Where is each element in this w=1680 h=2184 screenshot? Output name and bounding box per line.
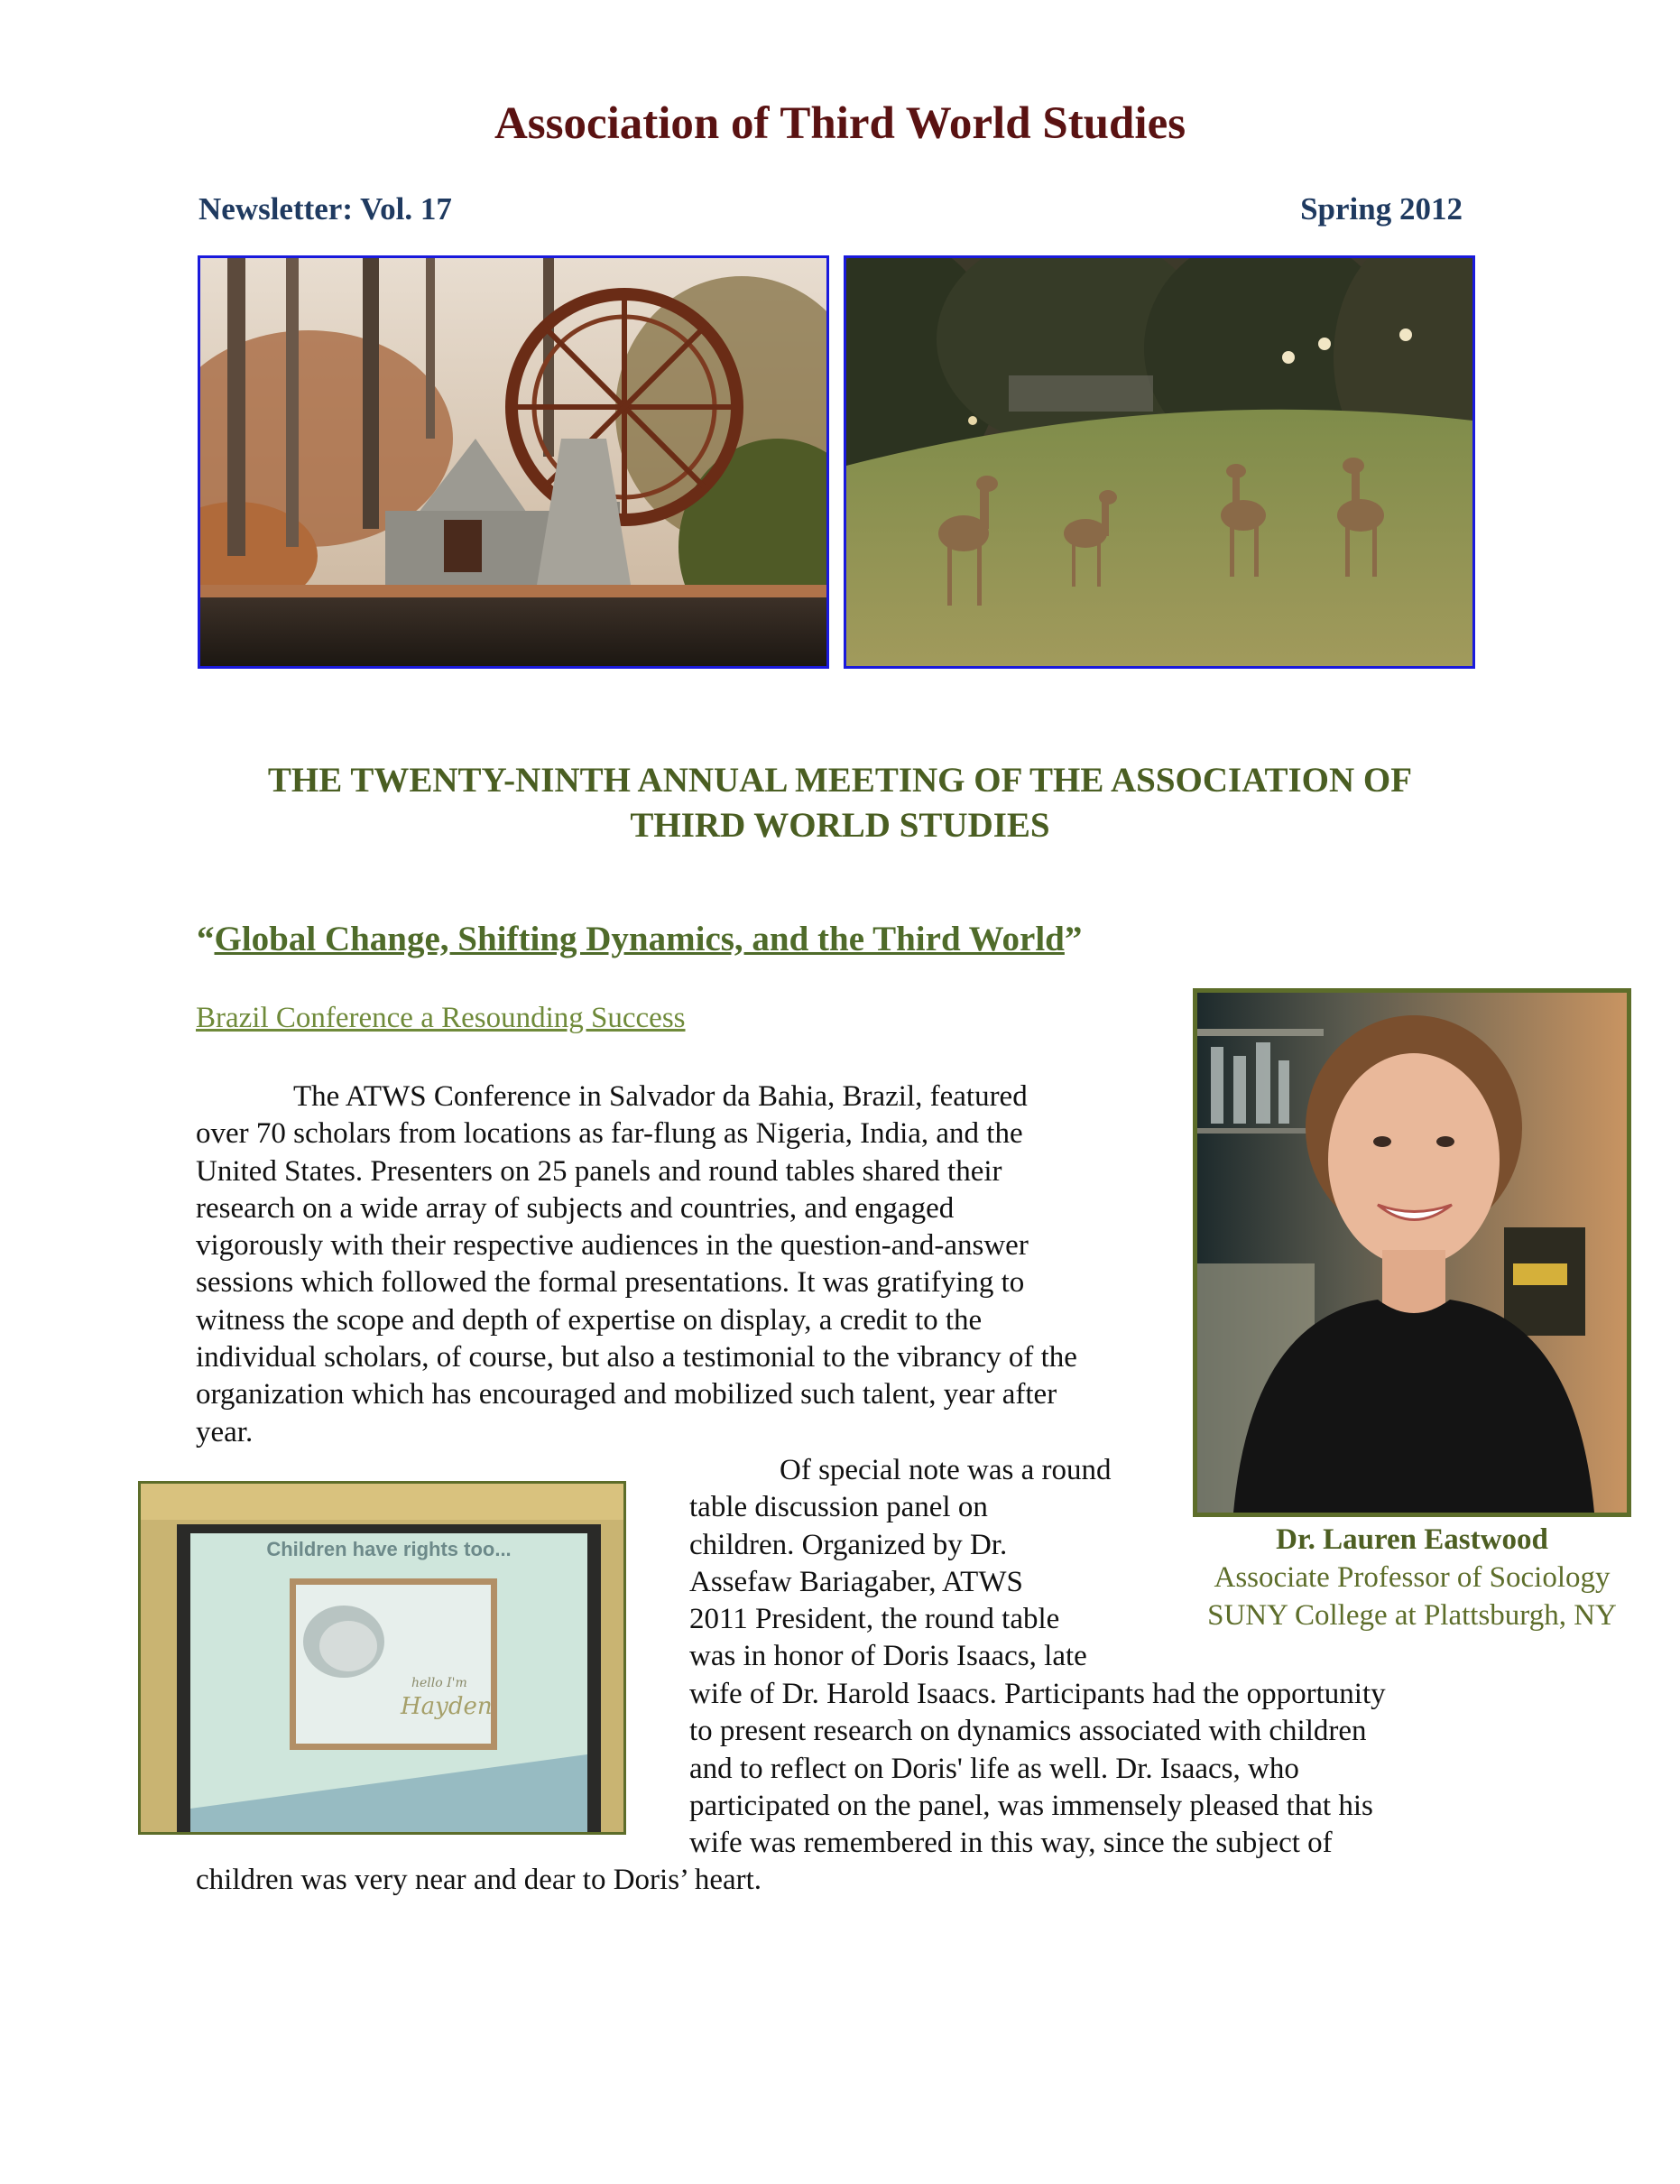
theme-open-quote: “ [197,920,215,958]
text-line: The ATWS Conference in Salvador da Bahia, Brazil, featured [293,1080,1028,1113]
text-line: year. [196,1415,254,1448]
caption-name: Dr. Lauren Eastwood [1276,1523,1548,1556]
caption-affiliation: SUNY College at Plattsburgh, NY [1207,1599,1617,1632]
portrait-illustration [1197,993,1627,1513]
text-line: vigorously with their respective audiences in the question-and-answer [196,1229,1029,1263]
article-paragraph-1 [196,1078,1188,1451]
article-paragraph-2-end [196,1862,762,1899]
text-line: Assefaw Bariagaber, ATWS [689,1565,1023,1598]
volume-label: Newsletter: Vol. 17 [198,191,452,227]
text-line: over 70 scholars from locations as far-flung as Nigeria, India, and the [196,1117,1023,1151]
text-line: children. Organized by Dr. [689,1528,1008,1561]
article-paragraph-2-continued [689,1676,1386,1862]
newsletter-title: Association of Third World Studies [494,98,1186,149]
meeting-heading [0,758,1680,847]
text-line: organization which has encouraged and mobilized such talent, year after [196,1378,1057,1411]
portrait-photo [1193,988,1631,1517]
text-line: research on a wide array of subjects and countries, and engaged [196,1191,955,1225]
text-line: wife was remembered in this way, since the subject of [689,1827,1333,1860]
text-line: sessions which followed the formal presentations. It was gratifying to [196,1266,1025,1300]
projection-screen-photo [138,1481,626,1835]
article-paragraph-2 [689,1452,1111,1676]
text-line: wife of Dr. Harold Isaacs. Participants had the opportunity [689,1678,1386,1710]
conference-theme [197,919,1082,959]
deer-on-lawn-photo [844,255,1475,669]
meeting-heading-line1: THE TWENTY-NINTH ANNUAL MEETING OF THE ASSOCIATION OF [267,761,1413,800]
article-subheading: Brazil Conference a Resounding Success [196,1002,686,1034]
text-line: and to reflect on Doris' life as well. Dr. Isaacs, who [689,1752,1299,1785]
slide-name: Hayden [401,1693,493,1720]
text-line: participated on the panel, was immensely pleased that his [689,1789,1373,1822]
deer-illustration [846,258,1472,666]
theme-close-quote: ” [1064,920,1083,958]
water-mill-illustration [200,258,826,666]
water-mill-photo [198,255,829,669]
season-label: Spring 2012 [1300,191,1463,227]
slide-hello: hello I'm [411,1676,467,1690]
text-line: was in honor of Doris Isaacs, late [689,1640,1087,1673]
text-line: 2011 President, the round table [689,1603,1060,1636]
text-line: Of special note was a round [780,1454,1112,1486]
text-line: to present research on dynamics associated with children [689,1715,1367,1748]
caption-title: Associate Professor of Sociology [1214,1561,1611,1594]
meeting-heading-line2: THIRD WORLD STUDIES [630,805,1050,845]
text-line: witness the scope and depth of expertise on display, a credit to the [196,1303,983,1337]
portrait-caption [1173,1521,1651,1634]
text-line: table discussion panel on [689,1491,988,1524]
projection-screen-illustration [141,1484,623,1832]
slide-heading: Children have rights too... [266,1538,512,1560]
theme-text: Global Change, Shifting Dynamics, and the Third World [214,920,1065,958]
text-line: United States. Presenters on 25 panels and round tables shared their [196,1154,1002,1188]
text-line: children was very near and dear to Doris’ heart. [196,1864,762,1896]
text-line: individual scholars, of course, but also a testimonial to the vibrancy of the [196,1341,1077,1374]
